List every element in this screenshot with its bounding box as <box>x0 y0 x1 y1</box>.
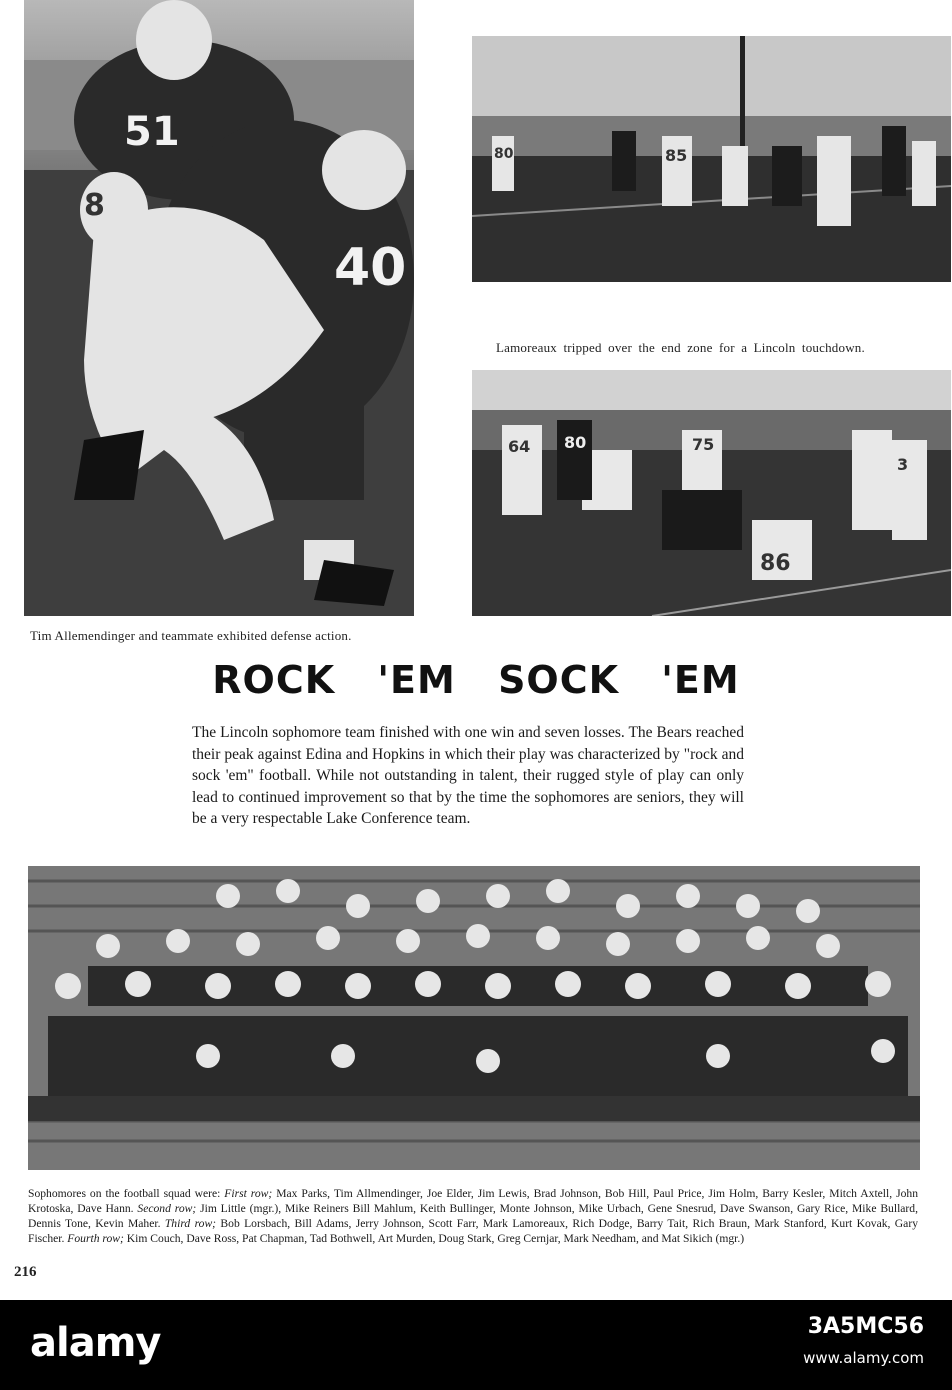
tackle-photo <box>24 0 414 616</box>
jersey-40: 40 <box>334 238 407 298</box>
touchdown-photo <box>472 36 951 282</box>
page-number: 216 <box>14 1264 37 1280</box>
roster-row2-label: Second row; <box>137 1202 197 1215</box>
roster-row1-label: First row; <box>224 1187 273 1200</box>
stock-url: www.alamy.com <box>803 1349 924 1367</box>
jersey-8: 8 <box>84 188 105 223</box>
roster-row3: Bob Lorsbach, Bill Adams, Jerry Johnson, Scott Farr, Mark Lamoreaux, Rich Dodge, Barry Tait, Rich Braun, Mark Stanford, Kurt Kovak, Gary Fischer. <box>28 1217 918 1245</box>
jersey-80b: 80 <box>564 433 587 452</box>
roster-intro: Sophomores on the football squad were: <box>28 1187 225 1200</box>
stock-image-id: 3A5MC56 <box>807 1314 924 1339</box>
roster-row3-label: Third row; <box>164 1217 217 1230</box>
jersey-51: 51 <box>124 109 180 155</box>
roster-row4-label: Fourth row; <box>67 1232 124 1245</box>
jersey-86: 86 <box>760 551 791 576</box>
defense-caption: Tim Allemendinger and teammate exhibited defense action. <box>30 628 352 643</box>
headline <box>0 658 952 702</box>
touchdown-caption: Lamoreaux tripped over the end zone for a Lincoln touchdown. <box>496 340 865 355</box>
jersey-64: 64 <box>508 437 531 456</box>
jersey-80: 80 <box>494 146 514 162</box>
pileup-photo <box>472 370 951 616</box>
headline-left: ROCK 'EM <box>212 658 456 702</box>
team-photo <box>28 866 920 1170</box>
team-roster-caption <box>28 1186 918 1246</box>
jersey-85: 85 <box>665 146 688 165</box>
jersey-3: 3 <box>897 455 909 474</box>
stock-logo: alamy <box>30 1320 161 1366</box>
article-body: The Lincoln sophomore team finished with one win and seven losses. The Bears reached their peak against Edina and Hopkins in which their play was characterized by "rock and sock 'em" football. While not outstanding in talent, their rugged style of play can only lead to continued improvement so that by the time the sophomores are seniors, they will be a very respectable Lake Conference team. <box>192 724 744 827</box>
roster-row2: Jim Little (mgr.), Mike Reiners Bill Mahlum, Keith Bullinger, Monte Johnson, Mike Urbach, Gene Snesrud, Dave Swanson, Gary Rice, Mike Bullard, Dennis Tone, Kevin Maher. <box>28 1202 918 1230</box>
roster-row4: Kim Couch, Dave Ross, Pat Chapman, Tad Bothwell, Art Murden, Doug Stark, Greg Cernjar, Mark Needham, and Mat Sikich (mgr.) <box>123 1232 745 1245</box>
jersey-75: 75 <box>692 435 715 454</box>
stock-info <box>803 1314 924 1367</box>
headline-right: SOCK 'EM <box>498 658 740 702</box>
roster-row1: Max Parks, Tim Allmendinger, Joe Elder, Jim Lewis, Brad Johnson, Bob Hill, Paul Price, Jim Holm, Barry Kesler, Mitch Axtell, John Krotoska, Dave Hann. <box>28 1187 918 1215</box>
